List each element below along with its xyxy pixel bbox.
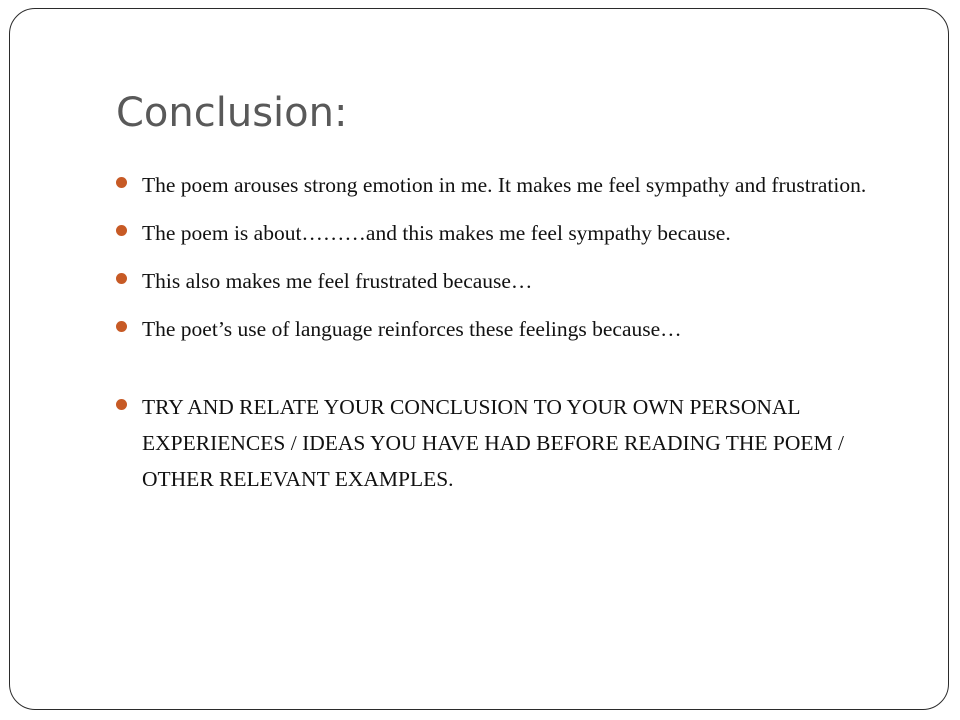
slide xyxy=(9,8,949,710)
slide-title: Conclusion: xyxy=(116,90,348,136)
bullet-item xyxy=(112,263,872,299)
bullet-item xyxy=(112,311,872,347)
bullet-text: TRY AND RELATE YOUR CONCLUSION TO YOUR OWN PERSONAL EXPERIENCES / IDEAS YOU HAVE HAD BEFORE READING THE POEM / OTHER RELEVANT EXAMPLES. xyxy=(142,395,844,491)
bullet-text: The poem is about………and this makes me feel sympathy because. xyxy=(142,221,731,245)
bullet-item xyxy=(112,167,872,203)
bullet-dot-icon xyxy=(116,225,127,236)
bullet-dot-icon xyxy=(116,273,127,284)
bullet-dot-icon xyxy=(116,399,127,410)
bullet-dot-icon xyxy=(116,321,127,332)
bullet-list xyxy=(112,167,872,509)
bullet-dot-icon xyxy=(116,177,127,188)
bullet-text: This also makes me feel frustrated because… xyxy=(142,269,533,293)
bullet-text: The poem arouses strong emotion in me. It makes me feel sympathy and frustration. xyxy=(142,173,867,197)
bullet-text: The poet’s use of language reinforces these feelings because… xyxy=(142,317,682,341)
bullet-item xyxy=(112,389,872,497)
bullet-item xyxy=(112,215,872,251)
